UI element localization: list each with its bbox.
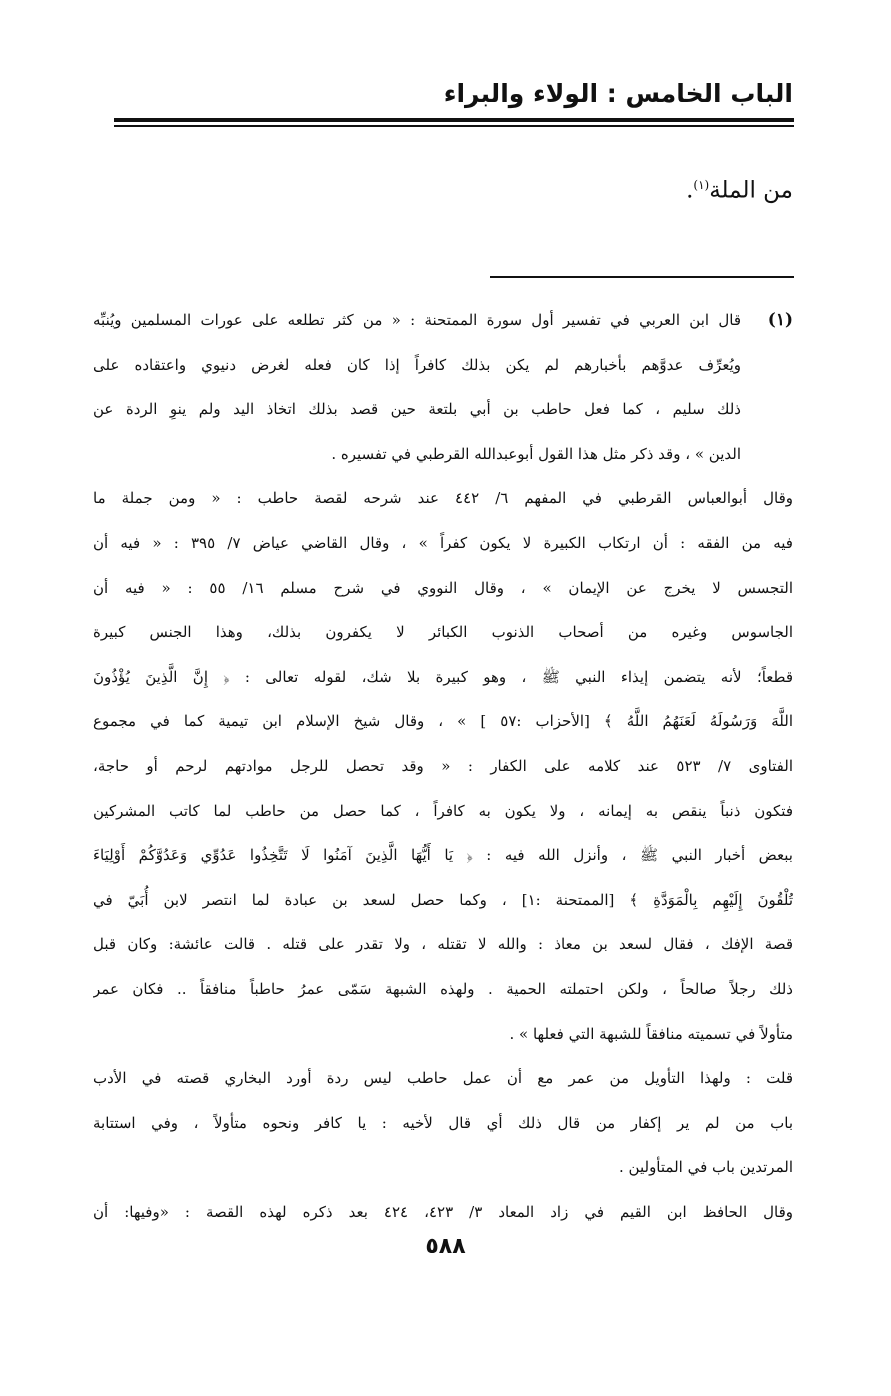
footnote-line: قال ابن العربي في تفسير أول سورة الممتحنة : « من كثر تطلعه على عورات المسلمين ويُنبِّه (93, 311, 741, 329)
footnote-line: ذلك سليم ، كما فعل حاطب بن أبي بلتعة حين قصد بذلك اتخاذ اليد ولم ينوِ الردة عن (93, 400, 741, 419)
main-text-content: من الملة (709, 177, 793, 204)
footnote-separator (490, 276, 794, 278)
footnote-line: قلت : ولهذا التأويل من عمر مع أن عمل حاطب ليس ردة أورد البخاري قصته في الأدب (93, 1069, 793, 1088)
footnote-line: باب من لم ير إكفار من قال ذلك أي قال لأخيه : يا كافر ونحوه متأولاً ، وفي استتابة (93, 1113, 793, 1132)
footnote-line: ويُعرِّف عدوَّهم بأخبارهم لم يكن بذلك كافراً إذا كان فعله لغرض دنيوي واعتقاده على (93, 355, 741, 374)
footnote-line: التجسس لا يخرج عن الإيمان » ، وقال النووي في شرح مسلم ١٦/ ٥٥ : « فيه أن (93, 578, 793, 597)
main-text-end: . (686, 177, 694, 204)
footnote-line: المرتدين باب في المتأولين . (619, 1158, 793, 1177)
footnote-body (93, 298, 793, 1234)
header-rule-thin (114, 125, 794, 127)
footnote-marker: (١) (767, 310, 793, 330)
footnote (93, 298, 793, 1234)
footnote-line: تُلْقُونَ إِلَيْهِم بِالْمَوَدَّةِ ﴾ [الممتحنة :١] ، وكما حصل لسعد بن عبادة لما انتصر لابن أُبَيّ في (93, 890, 793, 909)
running-head: الباب الخامس : الولاء والبراء (443, 79, 793, 108)
page-number: ٥٨٨ (425, 1234, 466, 1259)
header-rule-thick (114, 118, 794, 122)
footnote-line: الدين » ، وقد ذكر مثل هذا القول أبوعبدالله القرطبي في تفسيره . (331, 444, 741, 463)
main-text (686, 165, 793, 211)
footnote-line: ذلك رجلاً صالحاً ، ولكن احتملته الحمية . ولهذه الشبهة سَمّى عمرُ حاطباً منافقاً .. فكان عمر (93, 979, 793, 998)
footnote-line: متأولاً في تسميته منافقاً للشبهة التي فعلها » . (509, 1024, 793, 1043)
footnote-line: فتكون ذنباً ينقص به إيمانه ، ولا يكون به كافراً ، كما حصل من حاطب لما كاتب المشركين (93, 801, 793, 820)
footnote-line: ببعض أخبار النبي ﷺ ، وأنزل الله فيه : ﴿ يَا أَيُّهَا الَّذِينَ آمَنُوا لَا تَتَّخِذُوا عَدُوِّي وَعَدُوَّكُمْ أَوْلِيَاءَ (93, 846, 793, 865)
footnote-line: اللَّهَ وَرَسُولَهُ لَعَنَهُمُ اللَّهُ ﴾ [الأحزاب :٥٧ ] » ، وقال شيخ الإسلام ابن تيمية كما في مجموع (93, 712, 793, 731)
footnote-line: الجاسوس وغيره من أصحاب الذنوب الكبائر لا يكفرون بذلك، وهذا الجنس كبيرة (93, 623, 793, 642)
footnote-line: قطعاً؛ لأنه يتضمن إيذاء النبي ﷺ ، وهو كبيرة بلا شك، لقوله تعالى : ﴿ إِنَّ الَّذِينَ يُؤْذُونَ (93, 667, 793, 686)
footnote-line: الفتاوى ٧/ ٥٢٣ عند كلامه على الكفار : « وقد تحصل للرجل موادتهم لرحم أو حاجة، (93, 756, 793, 775)
footnote-line: فيه من الفقه : أن ارتكاب الكبيرة لا يكون كفراً » ، وقال القاضي عياض ٧/ ٣٩٥ : « فيه أن (93, 533, 793, 552)
footnote-line: وقال الحافظ ابن القيم في زاد المعاد ٣/ ٤٢٣، ٤٢٤ بعد ذكره لهذه القصة : «وفيها: أن (93, 1202, 793, 1221)
footnote-line: قصة الإفك ، فقال لسعد بن معاذ : والله لا تقتله ، ولا تقدر على قتله . قالت عائشة: وكان قبل (93, 935, 793, 954)
footnote-line: وقال أبوالعباس القرطبي في المفهم ٦/ ٤٤٢ عند شرحه لقصة حاطب : « ومن جملة ما (93, 489, 793, 508)
footnote-reference: (١) (693, 178, 710, 192)
